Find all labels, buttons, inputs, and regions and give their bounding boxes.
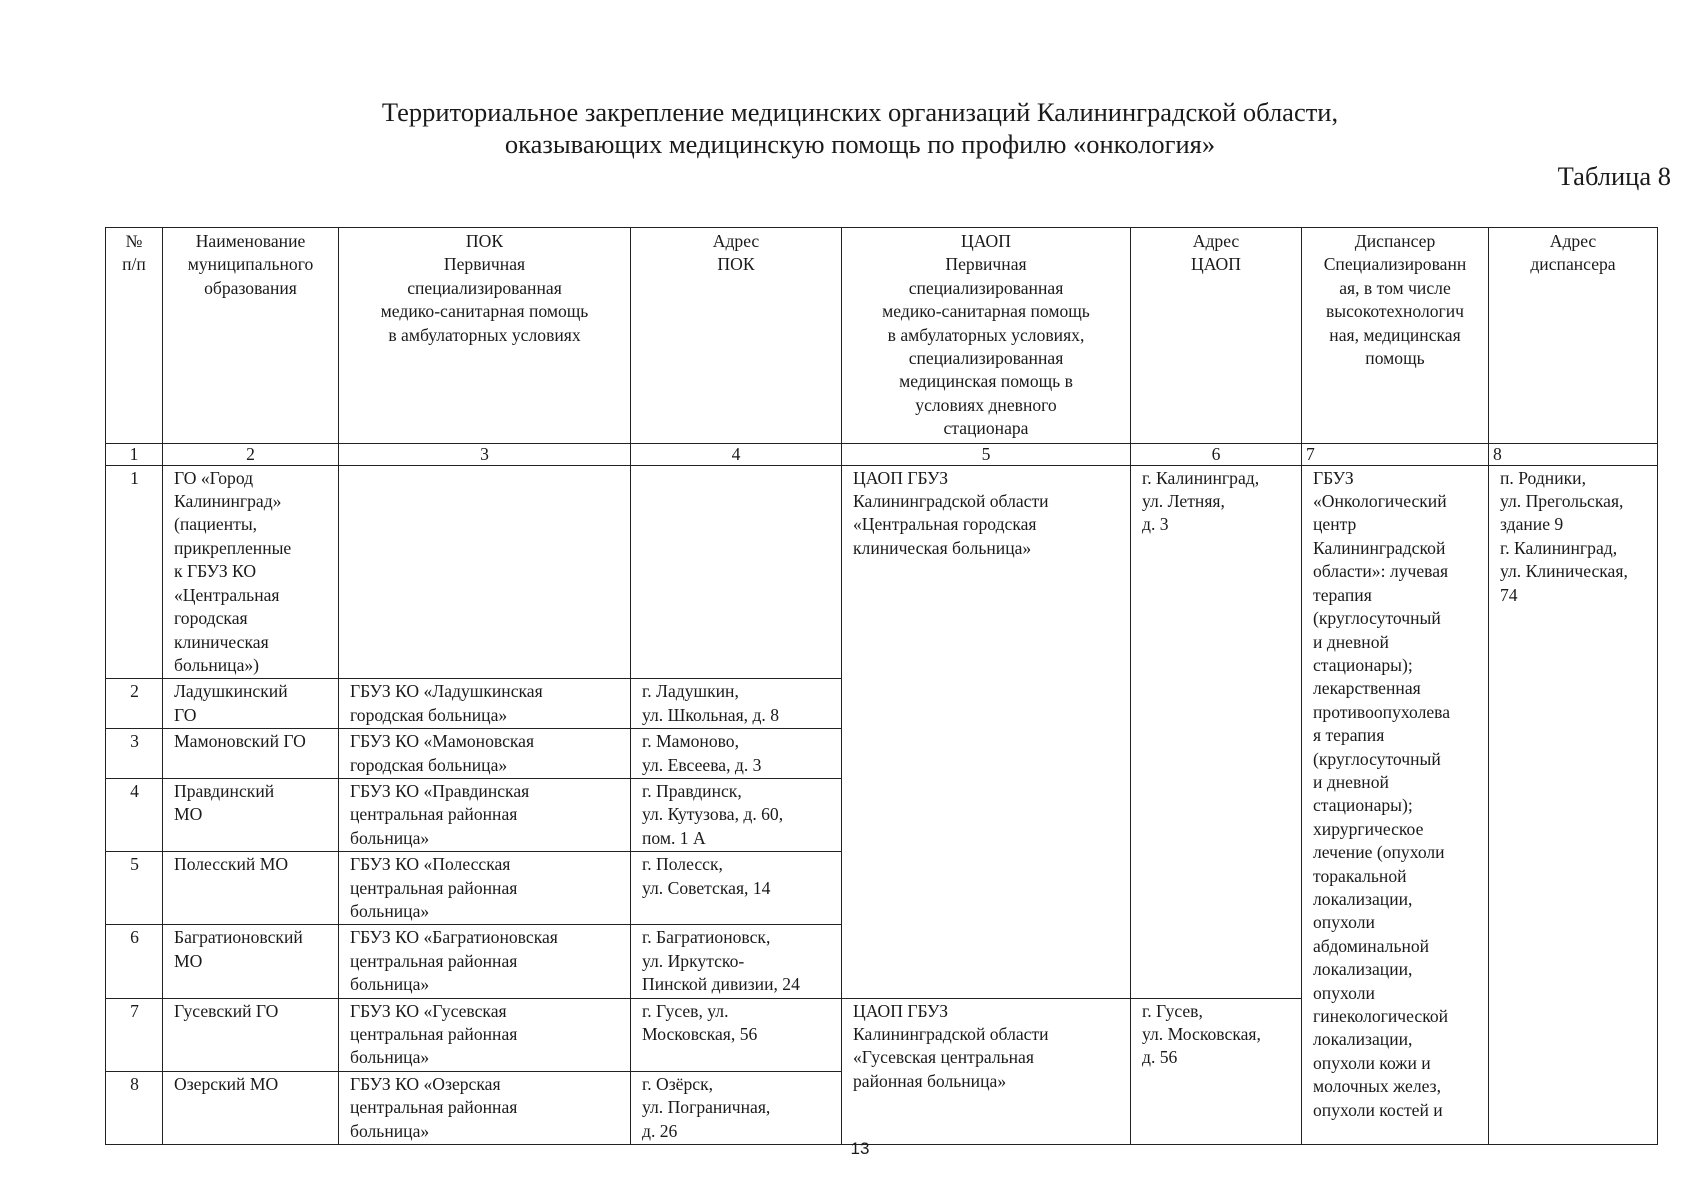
- pok-address: [631, 465, 842, 679]
- header-caop-address: Адрес ЦАОП: [1131, 228, 1302, 444]
- caop-address: г. Калининград, ул. Летняя, д. 3: [1131, 465, 1302, 998]
- pok-address: г. Ладушкин, ул. Школьная, д. 8: [631, 679, 842, 729]
- header-pok-address: Адрес ПОК: [631, 228, 842, 444]
- row-number: 2: [106, 679, 163, 729]
- pok-address: г. Полесск, ул. Советская, 14: [631, 852, 842, 925]
- pok-address: г. Мамоново, ул. Евсеева, д. 3: [631, 729, 842, 779]
- caop-address: г. Гусев, ул. Московская, д. 56: [1131, 998, 1302, 1144]
- column-number: 7: [1302, 443, 1489, 465]
- territorial-assignment-table: [105, 227, 1658, 1145]
- dispensary-address: п. Родники, ул. Прегольская, здание 9 г. Калининград, ул. Клиническая, 74: [1489, 465, 1658, 1144]
- column-number: 3: [339, 443, 631, 465]
- title-line-1: Территориальное закрепление медицинских организаций Калининградской области,: [381, 97, 1339, 127]
- pok-organization: ГБУЗ КО «Мамоновская городская больница»: [339, 729, 631, 779]
- row-number: 5: [106, 852, 163, 925]
- page-number: 13: [850, 1139, 870, 1158]
- caop-organization: ЦАОП ГБУЗ Калининградской области «Гусевская центральная районная больница»: [842, 998, 1131, 1144]
- pok-address: г. Гусев, ул. Московская, 56: [631, 998, 842, 1071]
- column-number: 2: [163, 443, 339, 465]
- column-number: 6: [1131, 443, 1302, 465]
- row-number: 8: [106, 1071, 163, 1144]
- dispensary-organization: ГБУЗ «Онкологический центр Калининградской области»: лучевая терапия (круглосуточный и дневной стационары); лекарственная противоопухолева я терапия (круглосуточный и дневной стационары); хирургическое лечение (опухоли торакальной локализации, опухоли абдоминальной локализации, опухоли гинекологической локализации, опухоли кожи и молочных желез, опухоли костей и: [1302, 465, 1489, 1144]
- column-number-row: [106, 443, 1658, 465]
- municipality: Озерский МО: [163, 1071, 339, 1144]
- header-pok: ПОК Первичная специализированная медико-санитарная помощь в амбулаторных условиях: [339, 228, 631, 444]
- municipality: Гусевский ГО: [163, 998, 339, 1071]
- municipality: Полесский МО: [163, 852, 339, 925]
- pok-address: г. Озёрск, ул. Пограничная, д. 26: [631, 1071, 842, 1144]
- pok-organization: ГБУЗ КО «Гусевская центральная районная больница»: [339, 998, 631, 1071]
- pok-organization: ГБУЗ КО «Ладушкинская городская больница»: [339, 679, 631, 729]
- column-number: 5: [842, 443, 1131, 465]
- municipality: ГО «Город Калининград» (пациенты, прикрепленные к ГБУЗ КО «Центральная городская клиническая больница»): [163, 465, 339, 679]
- row-number: 3: [106, 729, 163, 779]
- pok-organization: ГБУЗ КО «Багратионовская центральная районная больница»: [339, 925, 631, 998]
- pok-address: г. Багратионовск, ул. Иркутско- Пинской дивизии, 24: [631, 925, 842, 998]
- header-dispensary: Диспансер Специализированн ая, в том числе высокотехнологич ная, медицинская помощь: [1302, 228, 1489, 444]
- title-line-2: оказывающих медицинскую помощь по профилю «онкология»: [504, 129, 1216, 159]
- row-number: 4: [106, 778, 163, 851]
- municipality: Правдинский МО: [163, 778, 339, 851]
- municipality: Ладушкинский ГО: [163, 679, 339, 729]
- column-number: 8: [1489, 443, 1658, 465]
- pok-organization: [339, 465, 631, 679]
- column-number: 1: [106, 443, 163, 465]
- header-caop: ЦАОП Первичная специализированная медико-санитарная помощь в амбулаторных условиях, специализированная медицинская помощь в условиях дневного стационара: [842, 228, 1131, 444]
- pok-address: г. Правдинск, ул. Кутузова, д. 60, пом. 1 А: [631, 778, 842, 851]
- table-row: [106, 465, 1658, 679]
- pok-organization: ГБУЗ КО «Полесская центральная районная больница»: [339, 852, 631, 925]
- municipality: Мамоновский ГО: [163, 729, 339, 779]
- row-number: 1: [106, 465, 163, 679]
- header-municipality: Наименование муниципального образования: [163, 228, 339, 444]
- header-dispensary-address: Адрес диспансера: [1489, 228, 1658, 444]
- caop-organization: ЦАОП ГБУЗ Калининградской области «Центральная городская клиническая больница»: [842, 465, 1131, 998]
- header-row: [106, 228, 1658, 444]
- row-number: 7: [106, 998, 163, 1071]
- row-number: 6: [106, 925, 163, 998]
- pok-organization: ГБУЗ КО «Правдинская центральная районная больница»: [339, 778, 631, 851]
- column-number: 4: [631, 443, 842, 465]
- table-label: Таблица 8: [1557, 161, 1671, 191]
- municipality: Багратионовский МО: [163, 925, 339, 998]
- document-title: [0, 96, 1697, 160]
- header-number: № п/п: [106, 228, 163, 444]
- pok-organization: ГБУЗ КО «Озерская центральная районная больница»: [339, 1071, 631, 1144]
